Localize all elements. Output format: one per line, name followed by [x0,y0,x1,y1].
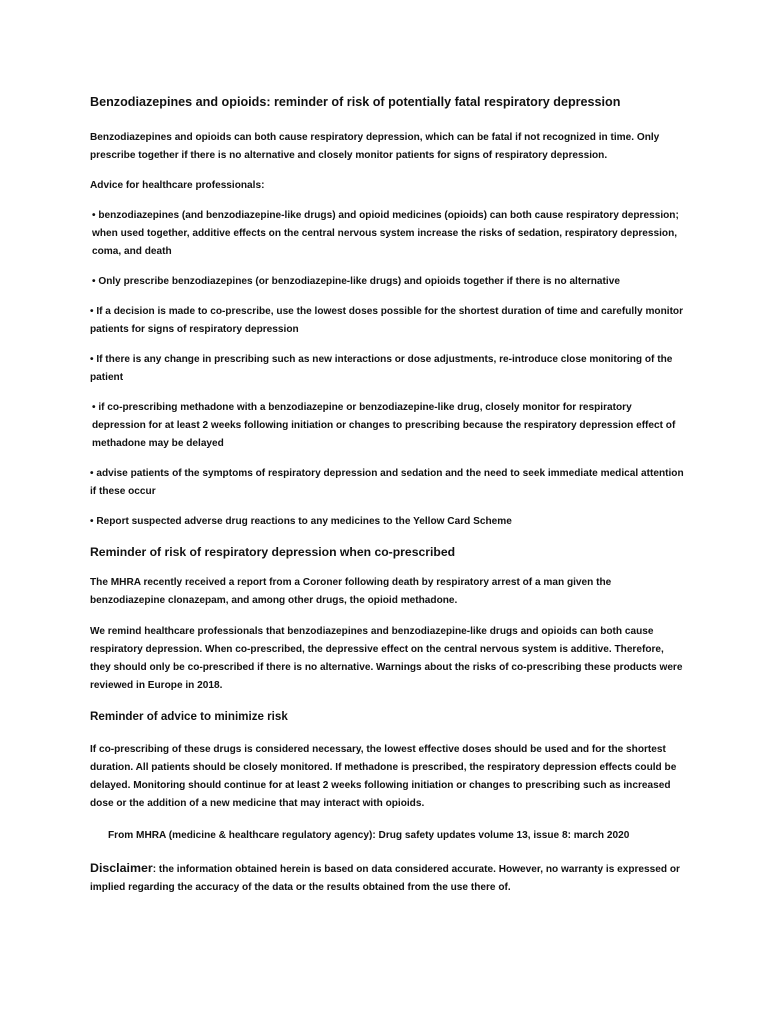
advice-bullet: • If there is any change in prescribing such as new interactions or dose adjustments, re-introduce close monitoring of the patient [90,354,673,383]
advice-bullet: • benzodiazepines (and benzodiazepine-like drugs) and opioid medicines (opioids) can both cause respiratory depression; when used together, additive effects on the central nervous system increase the risks of sedation, respiratory depression, coma, and death [92,210,679,257]
advice-heading: Advice for healthcare professionals: [90,180,265,191]
section-paragraph: We remind healthcare professionals that benzodiazepines and benzodiazepine-like drugs and opioids can both cause respiratory depression. When co-prescribed, the depressive effect on the central nervous system is additive. Therefore, they should only be co-prescribed if there is no alternative. Warnings about the risks of co-prescribing these products were reviewed in Europe in 2018. [90,626,683,691]
source-citation: From MHRA (medicine & healthcare regulatory agency): Drug safety updates volume 13, issue 8: march 2020 [108,830,630,841]
section-heading-respiratory-risk: Reminder of risk of respiratory depression when co-prescribed [90,545,456,559]
advice-bullet: • Report suspected adverse drug reactions to any medicines to the Yellow Card Scheme [90,516,512,527]
disclaimer [90,859,686,897]
disclaimer-text: : the information obtained herein is based on data considered accurate. However, no warranty is expressed or implied regarding the accuracy of the data or the results obtained from the use there of. [90,864,680,893]
disclaimer-label: Disclaimer [90,861,153,875]
advice-bullet: • Only prescribe benzodiazepines (or benzodiazepine-like drugs) and opioids together if there is no alternative [92,276,620,287]
section-paragraph: If co-prescribing of these drugs is considered necessary, the lowest effective doses should be used and for the shortest duration. All patients should be closely monitored. If methadone is prescribed, the respiratory depression effects could be delayed. Monitoring should continue for at least 2 weeks following initiation or changes to prescribing such as increased dose or the addition of a new medicine that may interact with opioids. [90,744,677,809]
advice-bullet: • if co-prescribing methadone with a benzodiazepine or benzodiazepine-like drug, closely monitor for respiratory depression for at least 2 weeks following initiation or changes to prescribing because the respiratory depression effect of methadone may be delayed [92,402,676,449]
advice-bullet: • If a decision is made to co-prescribe, use the lowest doses possible for the shortest duration of time and carefully monitor patients for signs of respiratory depression [90,306,684,335]
document-title: Benzodiazepines and opioids: reminder of risk of potentially fatal respiratory depression [90,95,621,109]
section-heading-minimize-risk: Reminder of advice to minimize risk [90,710,288,723]
intro-paragraph: Benzodiazepines and opioids can both cause respiratory depression, which can be fatal if not recognized in time. Only prescribe together if there is no alternative and closely monitor patients for signs of respiratory depression. [90,132,660,161]
advice-bullet: • advise patients of the symptoms of respiratory depression and sedation and the need to seek immediate medical attention if these occur [90,468,684,497]
section-paragraph: The MHRA recently received a report from a Coroner following death by respiratory arrest of a man given the benzodiazepine clonazepam, and among other drugs, the opioid methadone. [90,577,612,606]
document-body [90,93,686,897]
